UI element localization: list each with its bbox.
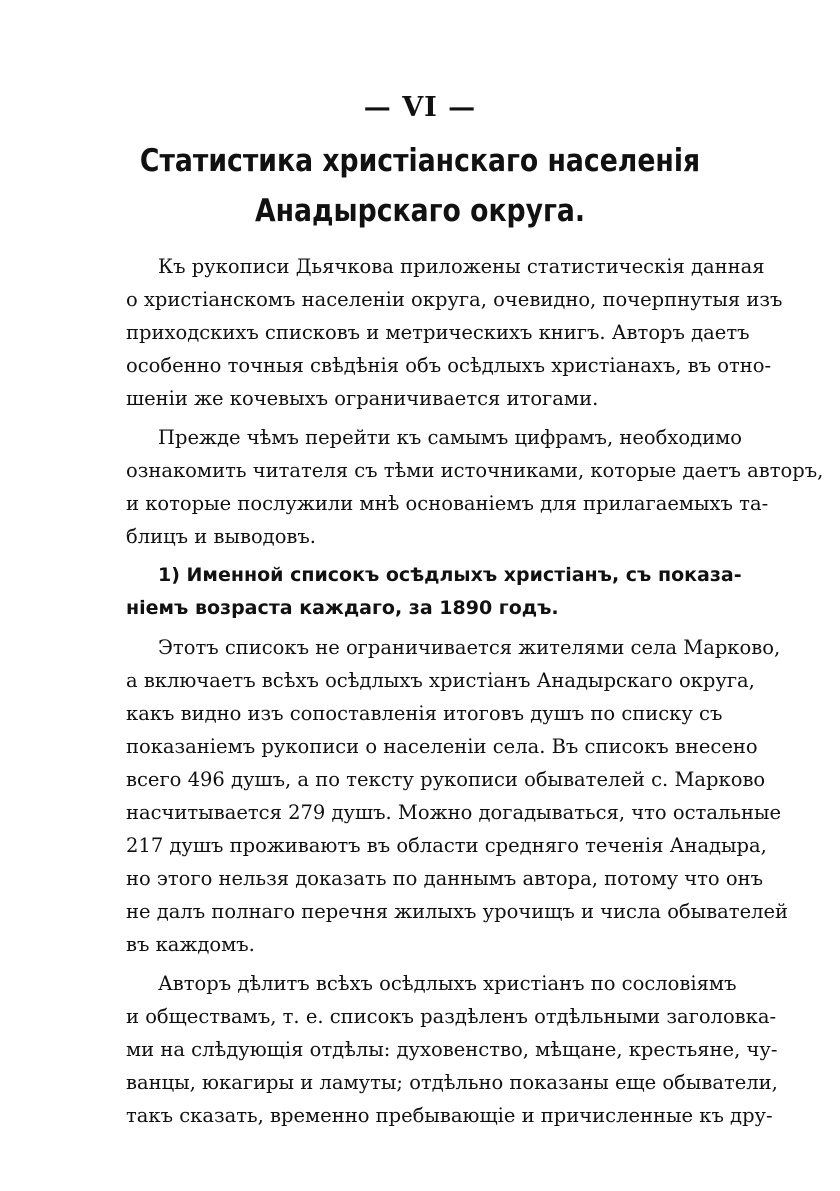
text-line: такъ сказать, временно пребывающіе и причисленные къ дру- (126, 1104, 773, 1127)
text-line: ми на слѣдующія отдѣлы: духовенство, мѣщане, крестьяне, чу- (126, 1038, 778, 1061)
title-line-2: Анадырскаго округа. (254, 193, 586, 229)
text-line: ванцы, юкагиры и ламуты; отдѣльно показаны еще обыватели, (126, 1071, 778, 1094)
text-line: а включаетъ всѣхъ осѣдлыхъ христіанъ Анадырскаго округа, (126, 669, 755, 692)
title-line-1: Статистика христіанскаго населенія (139, 143, 701, 179)
text-line: 217 душъ проживаютъ въ области средняго теченія Анадыра, (126, 834, 767, 857)
paragraph-1 (126, 250, 783, 415)
text-line: приходскихъ списковъ и метрическихъ книгъ. Авторъ даетъ (126, 321, 750, 344)
text-line: въ каждомъ. (126, 933, 255, 956)
text-line: особенно точныя свѣдѣнія объ осѣдлыхъ христіанахъ, въ отно- (126, 354, 772, 377)
paragraph-2 (126, 421, 824, 553)
text-line: Авторъ дѣлитъ всѣхъ осѣдлыхъ христіанъ по сословіямъ (158, 972, 737, 995)
section-heading (126, 559, 742, 625)
text-line: Прежде чѣмъ перейти къ самымъ цифрамъ, необходимо (158, 426, 743, 449)
paragraph-3 (126, 631, 789, 961)
text-line: шеніи же кочевыхъ ограничивается итогами. (126, 387, 599, 410)
text-line: Къ рукописи Дьячкова приложены статистическія данная (158, 255, 765, 278)
body-text (126, 250, 824, 1138)
page-number: — VI — (363, 92, 477, 123)
text-line: Этотъ списокъ не ограничивается жителями села Марково, (158, 636, 781, 659)
paragraph-4 (126, 967, 778, 1132)
text-line: но этого нельзя доказать по даннымъ автора, потому что онъ (126, 867, 763, 890)
text-line: насчитывается 279 душъ. Можно догадываться, что остальные (126, 801, 782, 824)
text-line: показаніемъ рукописи о населеніи села. Въ списокъ внесено (126, 735, 758, 758)
heading-line: 1) Именной списокъ осѣдлыхъ христіанъ, съ показа- (158, 564, 742, 586)
text-line: и обществамъ, т. е. списокъ раздѣленъ отдѣльными заголовка- (126, 1005, 777, 1028)
heading-line: ніемъ возраста каждаго, за 1890 годъ. (126, 597, 559, 619)
text-line: не далъ полнаго перечня жилыхъ урочищъ и числа обывателей (126, 900, 789, 923)
text-line: какъ видно изъ сопоставленія итоговъ душъ по списку съ (126, 702, 723, 725)
text-line: всего 496 душъ, а по тексту рукописи обывателей с. Марково (126, 768, 766, 791)
text-line: о христіанскомъ населеніи округа, очевидно, почерпнутыя изъ (126, 288, 783, 311)
text-line: и которые послужили мнѣ основаніемъ для прилагаемыхъ та- (126, 492, 769, 515)
text-line: блицъ и выводовъ. (126, 525, 317, 548)
text-line: ознакомить читателя съ тѣми источниками, которые даетъ авторъ, (126, 459, 824, 482)
